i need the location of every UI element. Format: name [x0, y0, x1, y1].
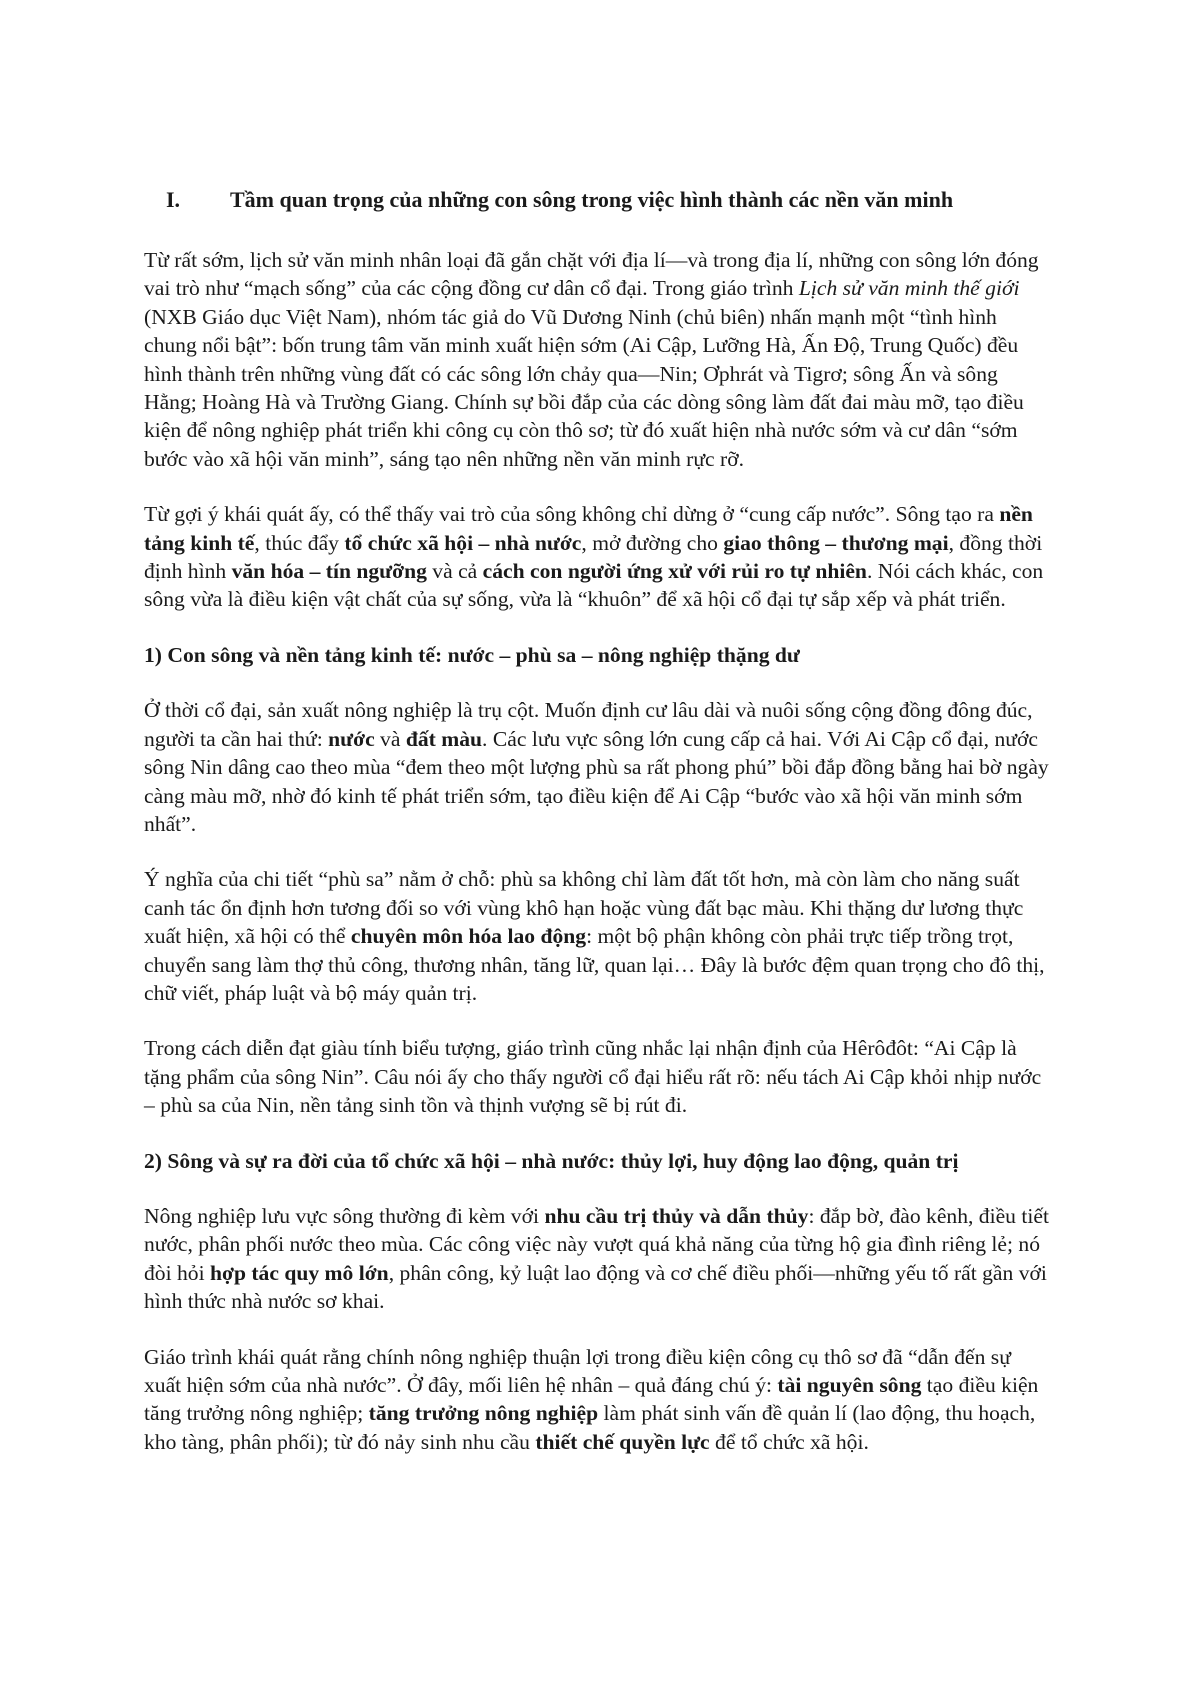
- text-run: , đồng thời định hình: [144, 530, 1043, 584]
- text-run: Giáo trình khái quát rằng chính nông nghiệp thuận lợi trong điều kiện công cụ thô sơ đã “dẫn đến sự xuất hiện sớm của nhà nước”. Ở đây, mối liên hệ nhân – quả đáng chú ý:: [144, 1344, 1011, 1397]
- document-page: [144, 168, 1050, 1456]
- text-run: làm phát sinh vấn đề quản lí (lao động, thu hoạch, kho tàng, phân phối); từ đó nảy sinh nhu cầu: [144, 1401, 1036, 1454]
- bold-term: tài nguyên sông: [777, 1373, 922, 1397]
- section-number: I.: [166, 187, 181, 212]
- bold-term: tăng trưởng nông nghiệp: [368, 1401, 599, 1426]
- text-run: Ý nghĩa của chi tiết “phù sa” nằm ở chỗ: phù sa không chỉ làm đất tốt hơn, mà còn làm cho năng suất canh tác ổn định hơn tương đối so với vùng khô hạn hoặc vùng đất bạc màu. Khi thặng dư lương thực xuất hiện, xã hội có thể: [144, 867, 1024, 949]
- text-run: . Các lưu vực sông lớn cung cấp cả hai. Với Ai Cập cổ đại, nước sông Nin dâng cao theo mùa “đem theo một lượng phù sa rất phong phú” bồi đắp đồng bằng hai bờ ngày càng màu mỡ, nhờ đó kinh tế phát triển sớm, tạo điều kiện để Ai Cập “bước vào xã hội văn minh sớm nhất”.: [144, 726, 1049, 836]
- bold-term: đất màu: [405, 726, 483, 751]
- subheading-2: 2) Sông và sự ra đời của tổ chức xã hội – nhà nước: thủy lợi, huy động lao động, quản trị: [144, 1148, 959, 1173]
- bold-term: văn hóa – tín ngưỡng: [231, 559, 427, 584]
- bold-term: cách con người ứng xử với rủi ro tự nhiên: [482, 559, 867, 584]
- bold-term: thiết chế quyền lực: [535, 1429, 710, 1454]
- bold-term: nhu cầu trị thủy và dẫn thủy: [544, 1203, 809, 1228]
- book-title: Lịch sử văn minh thế giới: [798, 276, 1020, 301]
- section1-paragraph-2: [144, 865, 1050, 1007]
- text-run: và cả: [426, 559, 483, 584]
- text-run: Ở thời cổ đại, sản xuất nông nghiệp là trụ cột. Muốn định cư lâu dài và nuôi sống cộng đồng đông đúc, người ta cần hai thứ:: [144, 698, 1033, 751]
- bold-term: nước: [328, 726, 375, 751]
- section-title: Tầm quan trọng của những con sông trong việc hình thành các nền văn minh: [230, 187, 954, 212]
- text-run: . Nói cách khác, con sông vừa là điều kiện vật chất của sự sống, vừa là “khuôn” để xã hội cổ đại tự sắp xếp và phát triển.: [144, 559, 1044, 612]
- text-run: Nông nghiệp lưu vực sông thường đi kèm với: [144, 1203, 545, 1228]
- text-run: , thúc đẩy: [254, 530, 345, 555]
- text-run: : một bộ phận không còn phải trực tiếp trồng trọt, chuyển sang làm thợ thủ công, thương nhân, tăng lữ, quan lại… Đây là bước đệm quan trọng cho đô thị, chữ viết, pháp luật và bộ máy quản trị.: [144, 924, 1045, 1005]
- text-run: , phân công, kỷ luật lao động và cơ chế điều phối—những yếu tố rất gần với hình thức nhà nước sơ khai.: [144, 1260, 1047, 1314]
- section1-paragraph-3: Trong cách diễn đạt giàu tính biểu tượng, giáo trình cũng nhắc lại nhận định của Hêrôđôt: “Ai Cập là tặng phẩm của sông Nin”. Câu nói ấy cho thấy người cổ đại hiểu rất rõ: nếu tách Ai Cập khỏi nhịp nước – phù sa của Nin, nền tảng sinh tồn và thịnh vượng sẽ bị rút đi.: [144, 1036, 1042, 1118]
- text-run: và: [374, 726, 406, 751]
- bold-term: hợp tác quy mô lớn: [209, 1260, 389, 1285]
- bold-term: nền tảng kinh tế: [144, 502, 1033, 555]
- bold-term: giao thông – thương mại: [723, 530, 949, 555]
- text-run: Từ gợi ý khái quát ấy, có thể thấy vai trò của sông không chỉ dừng ở “cung cấp nước”. Sông tạo ra: [144, 502, 1000, 527]
- text-run: (NXB Giáo dục Việt Nam), nhóm tác giả do Vũ Dương Ninh (chủ biên) nhấn mạnh một “tình hình chung nổi bật”: bốn trung tâm văn minh xuất hiện sớm (Ai Cập, Lưỡng Hà, Ấn Độ, Trung Quốc) đều hình thành trên những vùng đất có các sông lớn chảy qua—Nin; Ơphrát và Tigrơ; sông Ấn và sông Hằng; Hoàng Hà và Trường Giang. Chính sự bồi đắp của các dòng sông làm đất đai màu mỡ, tạo điều kiện để nông nghiệp phát triển khi công cụ còn thô sơ; từ đó xuất hiện nhà nước sớm và cư dân “sớm bước vào xã hội văn minh”, sáng tạo nên những nền văn minh rực rỡ.: [144, 304, 1024, 471]
- text-run: Từ rất sớm, lịch sử văn minh nhân loại đã gắn chặt với địa lí—và trong địa lí, những con sông lớn đóng vai trò như “mạch sống” của các cộng đồng cư dân cổ đại. Trong giáo trình: [144, 248, 1039, 301]
- text-run: tạo điều kiện tăng trưởng nông nghiệp;: [144, 1373, 1039, 1426]
- bold-term: tổ chức xã hội – nhà nước: [344, 530, 582, 555]
- section-heading: [144, 184, 1050, 216]
- text-run: : đắp bờ, đào kênh, điều tiết nước, phân phối nước theo mùa. Các công việc này vượt quá khả năng của từng hộ gia đình riêng lẻ; nó đòi hỏi: [144, 1203, 1049, 1285]
- text-run: , mở đường cho: [581, 530, 724, 555]
- section2-paragraph-2: [144, 1343, 1050, 1457]
- intro-paragraph-1: [144, 246, 1050, 473]
- bold-term: chuyên môn hóa lao động: [350, 924, 587, 949]
- text-run: để tổ chức xã hội.: [709, 1429, 869, 1454]
- section2-paragraph-1: [144, 1202, 1050, 1316]
- section1-paragraph-1: [144, 696, 1050, 838]
- subheading-1: 1) Con sông và nền tảng kinh tế: nước – phù sa – nông nghiệp thặng dư: [144, 642, 800, 667]
- intro-paragraph-2: [144, 500, 1050, 614]
